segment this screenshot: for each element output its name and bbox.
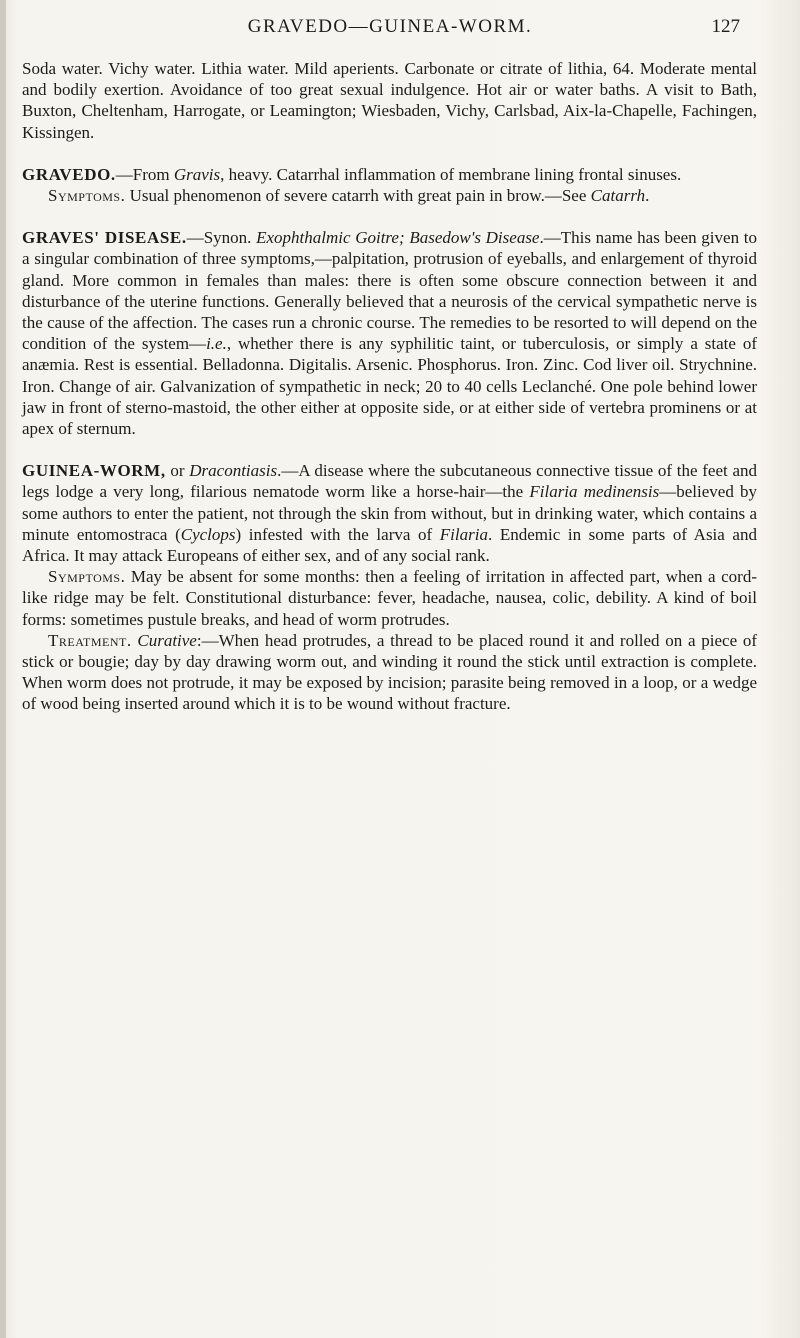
guinea-symptoms xyxy=(22,566,757,630)
headword-gravedo: GRAVEDO. xyxy=(22,164,116,184)
guinea-filaria-name: Filaria medinensis xyxy=(529,482,660,502)
guinea-treatment-label: Treatment. xyxy=(48,630,132,650)
gravedo-symptoms-label: Symptoms. xyxy=(48,186,126,206)
guinea-cyclops: Cyclops xyxy=(180,524,236,544)
guinea-synonym: Dracontiasis xyxy=(189,461,278,481)
guinea-symptoms-text: May be absent for some months: then a feeling of irritation in affected part, when a cord-like ridge may be felt. Constitutional disturbance: fever, headache, nausea, colic, debility. A kind of boil forms: sometimes pustule breaks, and head of worm protrudes. xyxy=(22,567,757,629)
entry-graves-disease xyxy=(22,227,757,439)
graves-synonym: Exophthalmic Goitre; Basedow's Disease xyxy=(256,228,540,248)
entry-guinea-worm xyxy=(22,460,757,566)
intro-paragraph xyxy=(22,58,757,143)
guinea-lead: or xyxy=(165,461,190,481)
page-number: 127 xyxy=(711,16,740,37)
guinea-treatment xyxy=(22,630,757,715)
intro-text: Soda water. Vichy water. Lithia water. Mild aperients. Carbonate or citrate of lithia, 64. Moderate mental and bodily exertion. Avoidance of too great sexual indulgence. Hot air or water baths. A visit to Bath, Buxton, Cheltenham, Harrogate, or Leamington; Wiesbaden, Vichy, Carlsbad, Aix-la-Chapelle, Fachingen, Kissingen. xyxy=(22,59,757,142)
guinea-filaria: Filaria xyxy=(439,524,488,544)
gravedo-lead: —From xyxy=(115,164,174,184)
running-head: GRAVEDO—GUINEA-WORM. xyxy=(247,16,533,37)
page-header xyxy=(0,16,800,46)
graves-text-2: , whether there is any syphilitic taint, or tuberculosis, or simply a state of anæmia. Rest is essential. Belladonna. Digitalis. Arsenic. Phosphorus. Iron. Zinc. Cod liver oil. Strychnine. Iron. Change of air. Galvanization of sympathetic in neck; 20 to 40 cells Leclanché. One pole behind lower jaw in front of sterno-mastoid, the other either at opposite side, or at either side of vertebra prominens or at apex of sternum. xyxy=(22,334,757,439)
gravedo-etymology: Gravis xyxy=(173,164,221,184)
gravedo-symptoms xyxy=(22,185,757,206)
headword-guinea-worm: GUINEA-WORM, xyxy=(22,461,166,481)
guinea-text-4: . Endemic in some parts of Asia and Africa. It may attack Europeans of either sex, and of any social rank. xyxy=(22,524,757,566)
gravedo-definition: , heavy. Catarrhal inflammation of membrane lining frontal sinuses. xyxy=(220,164,682,184)
guinea-text: .—A disease where the subcutaneous connective tissue of the feet and legs lodge a very long, filarious nematode worm like a horse-hair—the xyxy=(22,461,757,502)
gravedo-symptoms-text: Usual phenomenon of severe catarrh with great pain in brow.—See xyxy=(125,186,591,206)
entry-gravedo xyxy=(22,164,757,185)
guinea-text-3: ) infested with the larva of xyxy=(235,524,440,544)
page-gutter xyxy=(0,0,6,1338)
graves-text: .—This name has been given to a singular combination of three symptoms,—palpitation, protrusion of eyeballs, and enlargement of thyroid gland. More common in females than males: there is often some obscure connection between it and disturbance of the uterine functions. Generally believed that a neurosis of the cervical sympathetic nerve is the cause of the affection. The cases run a chronic course. The remedies to be resorted to will depend on the condition of the system— xyxy=(22,228,757,354)
guinea-treatment-text: :—When head protrudes, a thread to be placed round it and rolled on a piece of stick or bougie; day by day drawing worm out, and winding it round the stick until extraction is complete. When worm does not protrude, it may be exposed by incision; parasite being removed in a loop, or a wedge of wood being inserted around which it is to be wound without fracture. xyxy=(22,630,757,714)
gravedo-end: . xyxy=(645,186,650,206)
headword-graves-disease: GRAVES' DISEASE. xyxy=(22,228,187,248)
guinea-text-2: —believed by some authors to enter the patient, not through the skin from without, but in drinking water, which contains a minute entomostraca ( xyxy=(22,482,758,544)
guinea-curative-label: Curative xyxy=(137,630,197,650)
gravedo-see-reference: Catarrh xyxy=(590,186,646,206)
guinea-symptoms-label: Symptoms. xyxy=(48,567,126,587)
page-body xyxy=(22,58,757,715)
graves-ie: i.e. xyxy=(206,334,227,354)
graves-lead: —Synon. xyxy=(186,228,257,248)
